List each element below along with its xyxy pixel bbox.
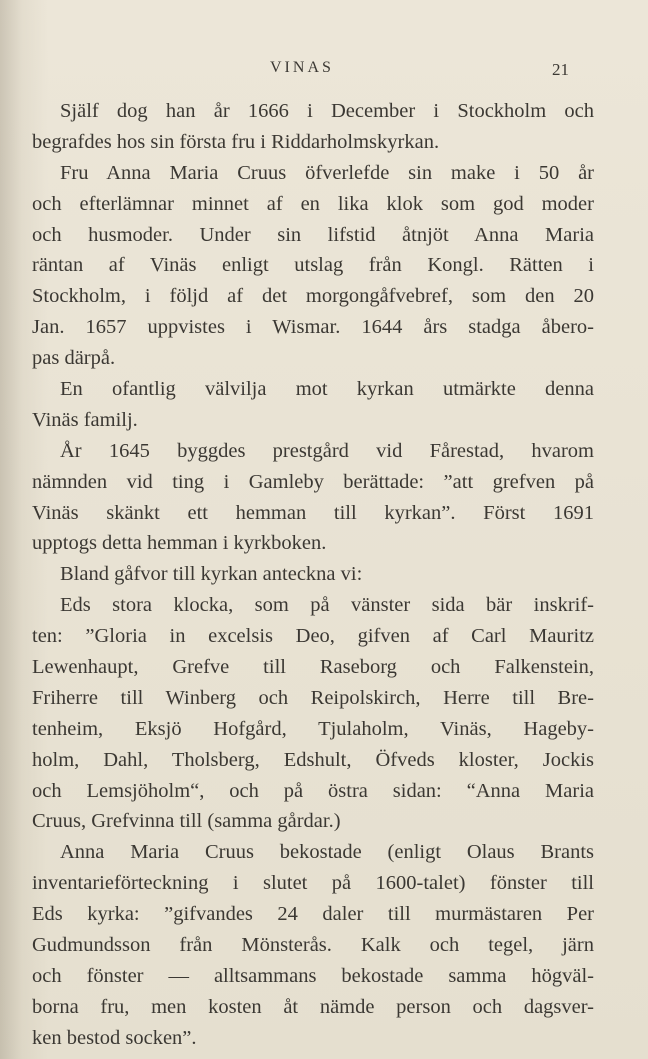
text-line: Eds kyrka: ”gifvandes 24 daler till murmästaren Per bbox=[32, 903, 594, 926]
text-line: ken bestod socken”. bbox=[32, 1026, 197, 1049]
text-line: Eds stora klocka, som på vänster sida bär inskrif- bbox=[60, 594, 594, 617]
text-line: nämnden vid ting i Gamleby berättade: ”att grefven på bbox=[32, 470, 594, 493]
text-line: År 1645 byggdes prestgård vid Fårestad, hvarom bbox=[60, 439, 594, 462]
text-line: holm, Dahl, Tholsberg, Edshult, Öfveds kloster, Jockis bbox=[32, 748, 594, 771]
text-line: och efterlämnar minnet af en lika klok som god moder bbox=[32, 192, 594, 215]
text-line: upptogs detta hemman i kyrkboken. bbox=[32, 532, 327, 555]
text-line: tenheim, Eksjö Hofgård, Tjulaholm, Vinäs, Hageby- bbox=[32, 717, 594, 740]
text-line: inventarieförteckning i slutet på 1600-talet) fönster till bbox=[32, 872, 594, 895]
text-line: Jan. 1657 uppvistes i Wismar. 1644 års stadga åbero- bbox=[32, 316, 594, 339]
text-line: Friherre till Winberg och Reipolskirch, Herre till Bre- bbox=[32, 686, 594, 709]
running-title: VINAS bbox=[270, 59, 334, 76]
page-number: 21 bbox=[552, 60, 569, 79]
text-line: Stockholm, i följd af det morgongåfvebref, som den 20 bbox=[32, 285, 594, 308]
text-line: Själf dog han år 1666 i December i Stockholm och bbox=[60, 100, 594, 122]
page-header bbox=[0, 59, 648, 83]
text-line: Gudmundsson från Mönsterås. Kalk och tegel, järn bbox=[32, 934, 594, 957]
text-line: och fönster — alltsammans bekostade samma högväl- bbox=[32, 964, 594, 987]
text-line: Lewenhaupt, Grefve till Raseborg och Falkenstein, bbox=[32, 656, 594, 679]
text-line: ten: ”Gloria in excelsis Deo, gifven af Carl Mauritz bbox=[32, 625, 594, 648]
text-line: Cruus, Grefvinna till (samma gårdar.) bbox=[32, 810, 341, 833]
text-line: borna fru, men kosten åt nämde person och dagsver- bbox=[32, 995, 594, 1018]
text-line: begrafdes hos sin första fru i Riddarholmskyrkan. bbox=[32, 130, 440, 153]
text-line: Fru Anna Maria Cruus öfverlefde sin make i 50 år bbox=[60, 161, 594, 184]
text-line: Anna Maria Cruus bekostade (enligt Olaus Brants bbox=[60, 841, 594, 864]
text-line: Bland gåfvor till kyrkan anteckna vi: bbox=[60, 563, 363, 586]
text-line: räntan af Vinäs enligt utslag från Kongl. Rätten i bbox=[32, 254, 594, 277]
text-line: Vinäs familj. bbox=[32, 408, 138, 431]
text-line: Vinäs skänkt ett hemman till kyrkan”. Först 1691 bbox=[32, 501, 594, 524]
text-line: och Lemsjöholm“, och på östra sidan: “Anna Maria bbox=[32, 779, 594, 802]
text-line: pas därpå. bbox=[32, 347, 116, 370]
body-text bbox=[32, 96, 594, 1054]
text-line: En ofantlig välvilja mot kyrkan utmärkte denna bbox=[60, 378, 594, 401]
text-line: och husmoder. Under sin lifstid åtnjöt Anna Maria bbox=[32, 223, 594, 246]
